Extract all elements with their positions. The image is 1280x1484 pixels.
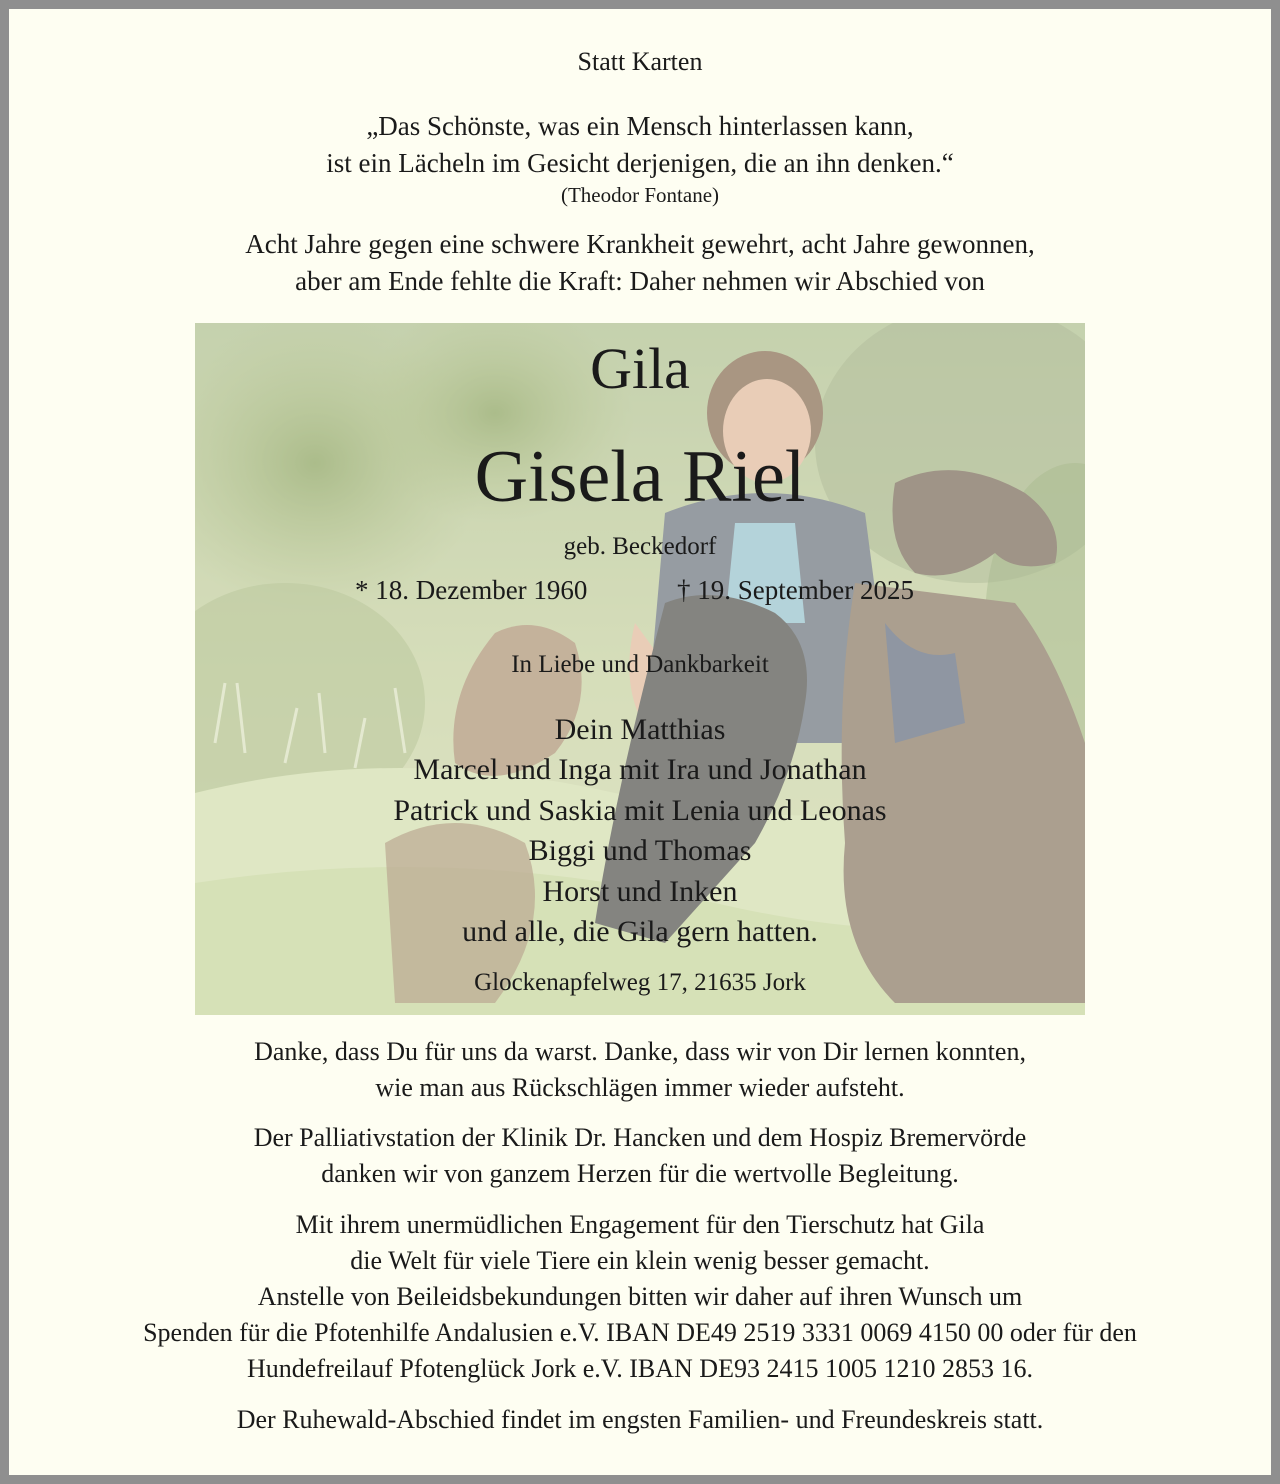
deceased-nickname: Gila bbox=[590, 336, 690, 401]
thanks-p3-line-2: die Welt für viele Tiere ein klein wenig besser gemacht. bbox=[350, 1246, 930, 1275]
obituary-notice bbox=[9, 9, 1271, 1475]
thanks-p1-line-2: wie man aus Rückschlägen immer wieder aufsteht. bbox=[375, 1073, 905, 1102]
thanks-p3-line-1: Mit ihrem unermüdlichen Engagement für den Tierschutz hat Gila bbox=[295, 1210, 985, 1239]
deceased-full-name: Gisela Riel bbox=[474, 436, 806, 518]
thanks-p1-line-1: Danke, dass Du für uns da warst. Danke, dass wir von Dir lernen konnten, bbox=[254, 1037, 1026, 1066]
mourner-name: Dein Matthias bbox=[554, 713, 726, 746]
mourner-name: Marcel und Inga mit Ira und Jonathan bbox=[413, 753, 867, 786]
intro-line-2: aber am Ende fehlte die Kraft: Daher nehmen wir Abschied von bbox=[295, 266, 985, 296]
life-dates bbox=[195, 575, 1085, 611]
thanks-p4: Der Ruhewald-Abschied findet im engsten Familien- und Freundeskreis statt. bbox=[236, 1405, 1044, 1434]
death-date: † 19. September 2025 bbox=[677, 575, 914, 605]
quote-line-2: ist ein Lächeln im Gesicht derjenigen, die an ihn denken.“ bbox=[326, 148, 954, 178]
family-address: Glockenapfelweg 17, 21635 Jork bbox=[474, 969, 806, 996]
deceased-birth-name: geb. Beckedorf bbox=[563, 533, 717, 560]
quote-author: (Theodor Fontane) bbox=[560, 183, 720, 207]
birth-date: * 18. Dezember 1960 bbox=[355, 575, 588, 605]
thanks-p2-line-1: Der Palliativstation der Klinik Dr. Hancken und dem Hospiz Bremervörde bbox=[253, 1123, 1027, 1152]
mourner-name: Horst und Inken bbox=[542, 875, 738, 908]
statt-karten-label: Statt Karten bbox=[577, 47, 703, 76]
intro-line-1: Acht Jahre gegen eine schwere Krankheit gewehrt, acht Jahre gewonnen, bbox=[245, 229, 1035, 259]
thanks-p2-line-2: danken wir von ganzem Herzen für die wertvolle Begleitung. bbox=[321, 1159, 959, 1188]
thanks-p3-line-5: Hundefreilauf Pfotenglück Jork e.V. IBAN DE93 2415 1005 1210 2853 16. bbox=[247, 1354, 1033, 1383]
thanks-p3-line-4: Spenden für die Pfotenhilfe Andalusien e.V. IBAN DE49 2519 3331 0069 4150 00 oder für den bbox=[143, 1318, 1137, 1347]
mourner-name: Biggi und Thomas bbox=[528, 834, 752, 867]
memorial-photo bbox=[195, 323, 1085, 1015]
mourner-name: und alle, die Gila gern hatten. bbox=[462, 915, 818, 948]
thanks-p3-line-3: Anstelle von Beileidsbekundungen bitten wir daher auf ihren Wunsch um bbox=[257, 1282, 1023, 1311]
mourners-intro: In Liebe und Dankbarkeit bbox=[511, 651, 769, 678]
mourner-name: Patrick und Saskia mit Lenia und Leonas bbox=[393, 794, 887, 827]
quote-line-1: „Das Schönste, was ein Mensch hinterlassen kann, bbox=[366, 111, 914, 141]
